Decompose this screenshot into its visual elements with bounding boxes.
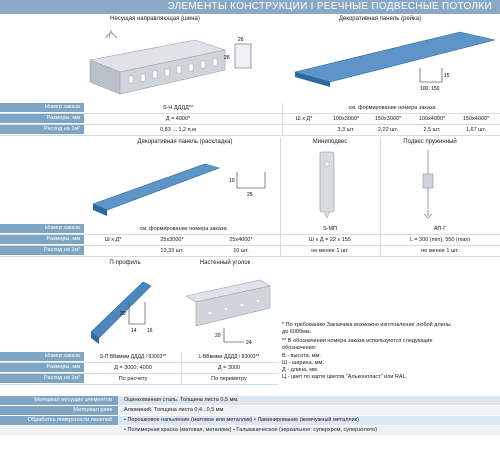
page-header (0, 0, 500, 14)
divider (280, 138, 281, 256)
footer-row (0, 406, 500, 415)
s1-cons-label-bg (0, 125, 84, 134)
panel-size-2: 150x3000* (374, 116, 402, 122)
panel-cons-1: 3,3 шт. (337, 127, 355, 133)
corner-title: Настенный уголок (199, 260, 251, 266)
note-line: Ц - цвет по карте цветов "Альконпласт" или RAL. (282, 374, 408, 380)
raskladka-dim-width: 25 (247, 192, 253, 198)
panel-size-label: Ш х Д* (295, 116, 313, 122)
p-size: Д = 3000; 4000 (114, 365, 152, 371)
panel-size-1: 100x3000* (332, 116, 360, 122)
note-line: обозначения: (282, 345, 317, 351)
panel-size-4: 150x4000* (462, 116, 490, 122)
p-profile-drawing (85, 266, 175, 348)
corner-section (215, 328, 252, 346)
footer-row (0, 416, 500, 425)
corner-size: Д = 3000 (217, 365, 241, 371)
s2-cons-label: Расход на 1м² (44, 247, 80, 253)
panel-cons-2: 2,22 шт. (377, 127, 399, 133)
note-line: ** В обозначении номера заказа используются следующие (282, 338, 433, 344)
footer-value: • Порошковое напыление (матовое или металлик) • Ламинирование (жемчужный металлик) (124, 417, 359, 423)
p-dim-inner: 14 (131, 328, 137, 334)
mini-size: Ш х Д = 22 х 155 (309, 237, 351, 243)
mini-drawing (310, 150, 350, 220)
note-line: Д - длина, мм. (282, 367, 319, 373)
s1-sizes-label-bg (0, 114, 84, 123)
divider (0, 124, 500, 125)
corner-order: L-ВВвммм ДДДД / 83003** (198, 354, 260, 360)
p-title: П-профиль (109, 260, 141, 266)
footer-row (0, 396, 500, 405)
panel-size-3: 100x4000* (418, 116, 446, 122)
rail-dim-height: 28 (224, 55, 230, 61)
raskladka-dim-height: 10 (229, 178, 235, 184)
divider (0, 234, 500, 235)
s2-sizes-label: Размеры, мм (46, 236, 80, 242)
s1-order-label-bg (0, 103, 84, 112)
corner-drawing (180, 266, 280, 348)
corner-dim-height: 20 (215, 333, 221, 339)
panel-top-face (295, 32, 495, 82)
corner-consumption: По периметру (211, 376, 247, 382)
p-order: S-П ВВвммм ДДДД / 83003** (99, 354, 167, 360)
rail-order: S-Н ДДДД** (162, 105, 194, 111)
spring-order: АП-Г (433, 226, 447, 232)
raskladka-drawing (85, 146, 285, 222)
p-dim-outer: 16 (147, 328, 153, 334)
s2-sizes-label-bg (0, 235, 84, 244)
divider (0, 373, 278, 374)
s3-cons-label-bg (0, 374, 84, 383)
mini-consumption: не менее 1 шт. (311, 248, 349, 254)
s3-sizes-label-bg (0, 363, 84, 372)
rail-size: Д = 4000* (165, 116, 191, 122)
raskladka-cons-2: 10 шт. (233, 248, 249, 254)
divider (0, 113, 500, 114)
footer-label (0, 426, 118, 435)
raskladka-size-1: 25x3000* (160, 237, 184, 243)
panel-section (420, 68, 450, 92)
mini-title: Миниподвес (312, 139, 348, 145)
s3-sizes-label: Размеры, мм (46, 364, 80, 370)
s2-order-label: Номер заказа (44, 225, 80, 231)
divider (181, 352, 182, 384)
divider (0, 245, 500, 246)
footer-label: Материал реек (0, 406, 118, 415)
s1-sizes-label: Размеры, мм (46, 115, 80, 121)
s3-cons-label: Расход на 1м² (44, 375, 80, 381)
raskladka-order: см. формирование номера заказа (139, 226, 227, 232)
corner-dim-width: 24 (246, 340, 252, 346)
footer-label: Обработка поверхности панелей (0, 416, 118, 425)
rail-dim-width: 26 (238, 37, 244, 43)
note-line: до 6000мм. (282, 329, 312, 335)
p-consumption: По расчету (118, 376, 148, 382)
divider (0, 256, 500, 257)
panel-order: см. формирование номера заказа (348, 105, 436, 111)
s2-order-label-bg (0, 224, 84, 233)
divider (0, 362, 278, 363)
spring-title: Подвес пружинный (403, 139, 457, 145)
divider (0, 384, 278, 385)
panel-dim-height: 15 (444, 73, 450, 79)
panel-drawing (290, 22, 500, 100)
footer-value: Оцинкованная сталь. Толщина листа 0,5 мм. (124, 397, 239, 403)
panel-cons-3: 2,5 шт. (423, 127, 441, 133)
s2-cons-label-bg (0, 246, 84, 255)
rail-section (224, 37, 251, 68)
panel-cons-4: 1,67 шт. (465, 127, 487, 133)
note-line: * По требованию Заказчика возможно изготовление любой длины (282, 322, 451, 328)
rail-consumption: 0,83 ... 1,2 п.м (160, 127, 196, 133)
raskladka-size-2: 25x4000* (229, 237, 253, 243)
spring-size: L = 300 (min), 550 (max) (409, 237, 471, 243)
rail-arrow-icon (105, 30, 117, 38)
raskladka-size-label: Ш х Д* (104, 237, 122, 243)
footer-value: Алюминий. Толщина листа 0,4...0,5 мм (124, 407, 224, 413)
raskladka-title: Декоративная панель (раскладка) (137, 139, 233, 145)
p-dim-height: 20 (120, 311, 126, 317)
rail-title: Несущая направляющая (шина) (110, 16, 200, 22)
footer-label: Материал несущих элементов (0, 396, 118, 405)
raskladka-section (229, 172, 265, 198)
panel-title: Декоративная панель (рейка) (338, 16, 422, 22)
mini-order: S-МП (322, 226, 338, 232)
s3-order-label-bg (0, 352, 84, 361)
note-line: В - высота, мм. (282, 353, 321, 359)
panel-dim-width: 100, 150 (420, 86, 440, 92)
raskladka-cons-1: 13,33 шт. (160, 248, 184, 254)
s3-order-label: Номер заказа (44, 353, 80, 359)
divider (282, 103, 283, 135)
divider (380, 138, 381, 256)
divider (0, 135, 500, 136)
s1-order-label: Номер заказа (44, 104, 80, 110)
s1-cons-label: Расход на 1м² (44, 126, 80, 132)
spring-consumption: не менее 1 шт. (421, 248, 459, 254)
rail-drawing (85, 22, 265, 100)
spring-drawing (410, 148, 450, 220)
raskladka-top-face (93, 164, 219, 210)
footer-row (0, 426, 500, 435)
footer-value: • Полимерная краска (матовая, металлик) • Гальваническое (зеркальное: суперхром, суперзолото) (124, 427, 378, 433)
page-title: ЭЛЕМЕНТЫ КОНСТРУКЦИИ І РЕЕЧНЫЕ ПОДВЕСНЫЕ ПОТОЛКИ (167, 1, 492, 12)
note-line: Ш - ширина, мм. (282, 360, 324, 366)
